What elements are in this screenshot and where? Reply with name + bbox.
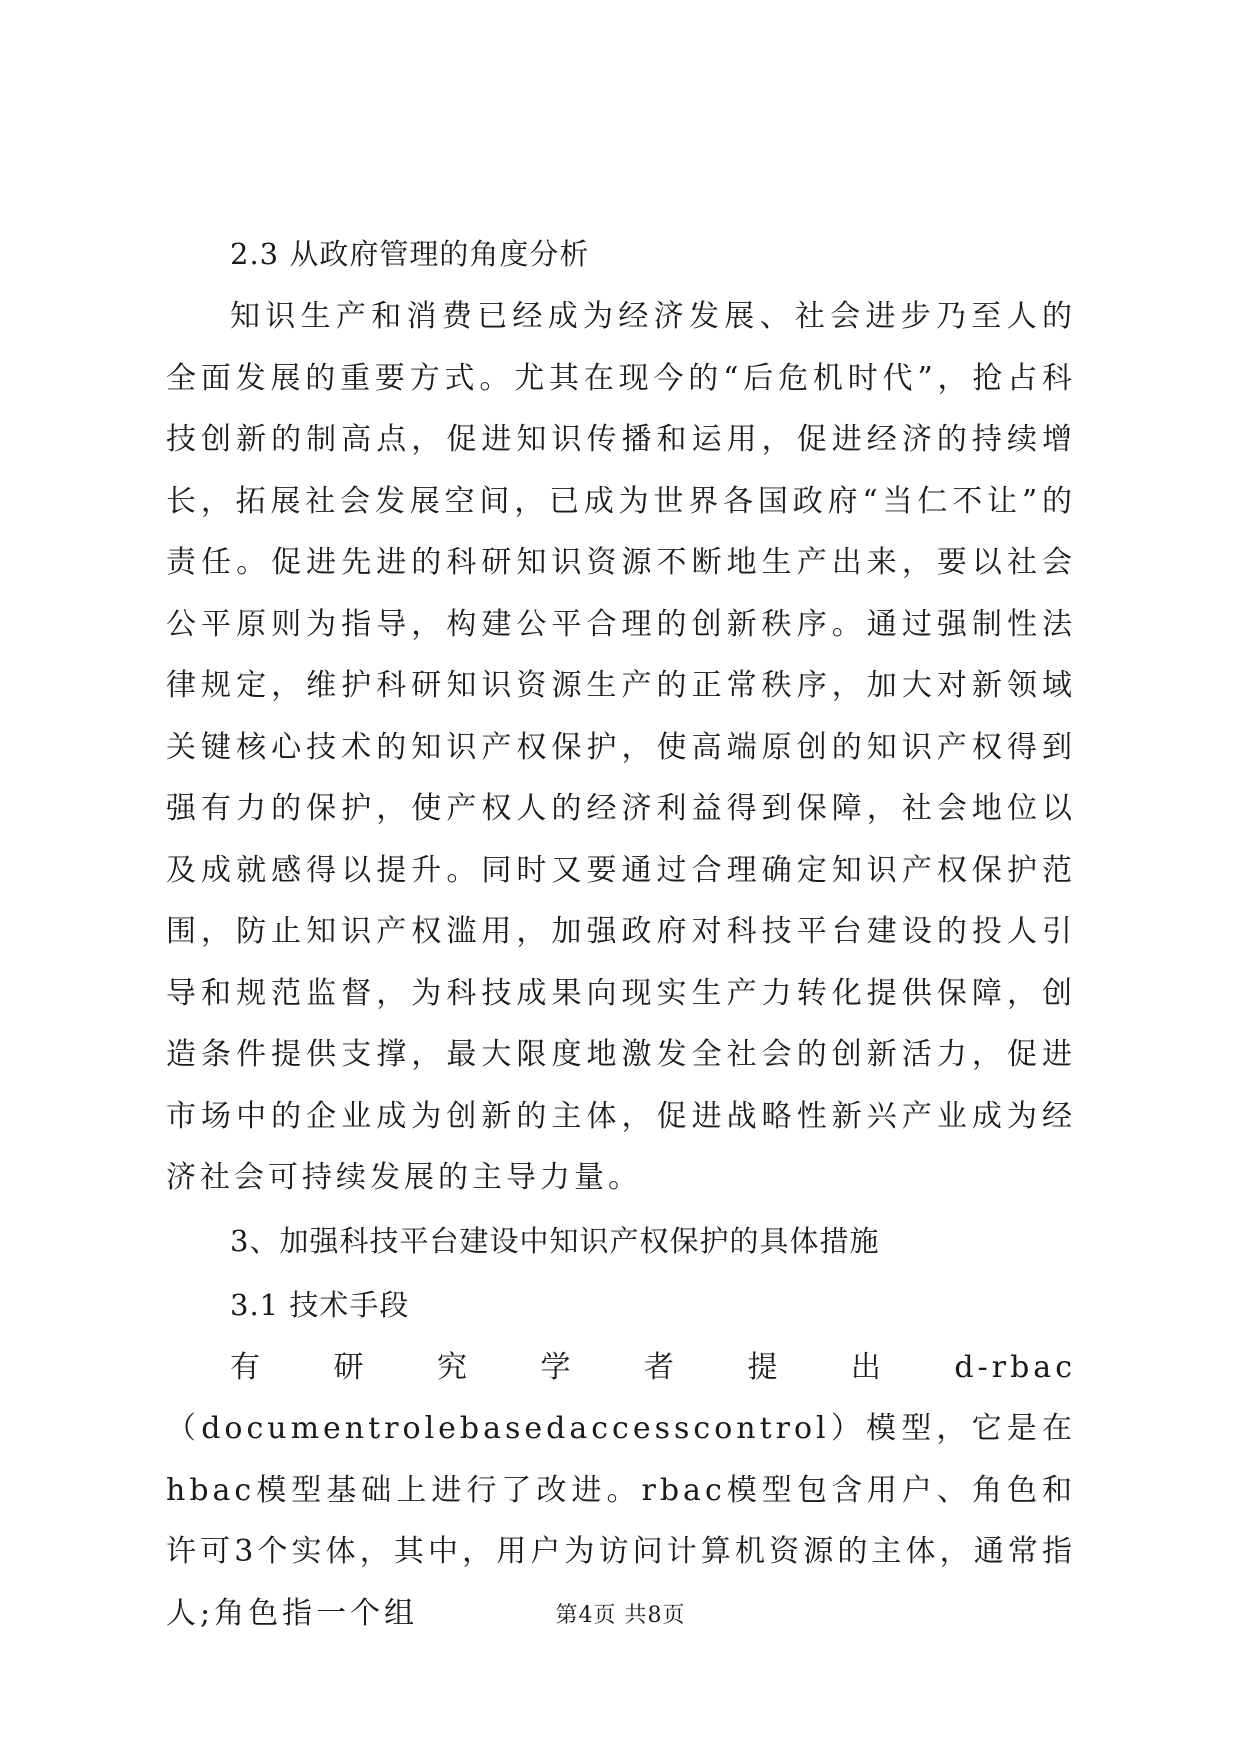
section-heading-3-1: 3.1 技术手段 [230, 1287, 410, 1322]
document-body [166, 222, 1076, 1644]
section-heading-3: 3、加强科技平台建设中知识产权保护的具体措施 [230, 1223, 880, 1258]
section-heading-2-3: 2.3 从政府管理的角度分析 [230, 237, 590, 271]
paragraph-government-management: 知识生产和消费已经成为经济发展、社会进步乃至人的全面发展的重要方式。尤其在现今的“后危机时代”，抢占科技创新的制高点，促进知识传播和运用，促进经济的持续增长，拓展社会发展空间，已成为世界各国政府“当仁不让”的责任。促进先进的科研知识资源不断地生产出来，要以社会公平原则为指导，构建公平合理的创新秩序。通过强制性法律规定，维护科研知识资源生产的正常秩序，加大对新领域关键核心技术的知识产权保护，使高端原创的知识产权得到强有力的保护，使产权人的经济利益得到保障，社会地位以及成就感得以提升。同时又要通过合理确定知识产权保护范围，防止知识产权滥用，加强政府对科技平台建设的投人引导和规范监督，为科技成果向现实生产力转化提供保障，创造条件提供支撑，最大限度地激发全社会的创新活力，促进市场中的企业成为创新的主体，促进战略性新兴产业成为经济社会可持续发展的主导力量。 [166, 299, 1076, 1195]
page-footer: 第4页 共8页 [555, 1603, 686, 1628]
paragraph-technical-means: 有研究学者提出d-rbac（documentrolebasedaccesscontrol）模型，它是在hbac模型基础上进行了改进。rbac模型包含用户、角色和许可3个实体，其中，用户为访问计算机资源的主体，通常指人;角色指一个组 [166, 1349, 1076, 1631]
